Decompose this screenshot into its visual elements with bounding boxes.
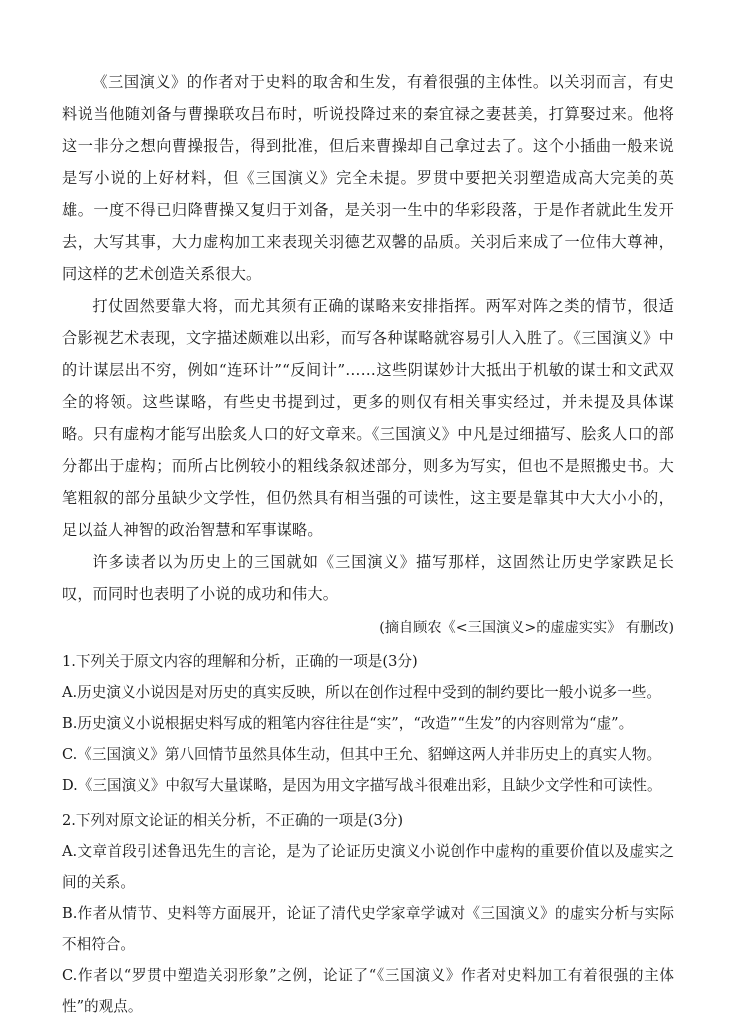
question-2-option-c: C.作者以“罗贯中塑造关羽形象”之例，论证了“《三国演义》作者对史料加工有着很强的主体性”的观点。 <box>62 967 674 1015</box>
question-1-option-b: B.历史演义小说根据史料写成的粗笔内容往往是“实”，“改造”“生发”的内容则常为“虚”。 <box>62 715 634 732</box>
question-1-option-d: D.《三国演义》中叙写大量谋略，是因为用文字描写战斗很难出彩，且缺少文学性和可读性。 <box>62 777 662 794</box>
question-1-option-a: A.历史演义小说因是对历史的真实反映，所以在创作过程中受到的制约要比一般小说多一些。 <box>62 684 661 701</box>
question-1-stem: 1.下列关于原文内容的理解和分析，正确的一项是(3分) <box>62 653 418 670</box>
question-2-option-a: A.文章首段引述鲁迅先生的言论，是为了论证历史演义小说创作中虚构的重要价值以及虚实之间的关系。 <box>62 843 674 891</box>
article-paragraph-3: 许多读者以为历史上的三国就如《三国演义》描写那样，这固然让历史学家跌足长叹，而同时也表明了小说的成功和伟大。 <box>62 553 674 603</box>
article-source: (摘自顾农《<三国演义>的虚虚实实》 有删改) <box>379 620 674 636</box>
question-2-stem: 2.下列对原文论证的相关分析，不正确的一项是(3分) <box>62 812 404 829</box>
question-2-option-b: B.作者从情节、史料等方面展开，论证了清代史学家章学诚对《三国演义》的虚实分析与实际不相符合。 <box>62 905 674 953</box>
article-paragraph-2: 打仗固然要靠大将，而尤其须有正确的谋略来安排指挥。两军对阵之类的情节，很适合影视艺术表现，文字描述颇难以出彩，而写各种谋略就容易引人入胜了。《三国演义》中的计谋层出不穷，例如“连环计”“反间计”……这些阴谋妙计大抵出于机敏的谋士和文武双全的将领。这些谋略，有些史书提到过，更多的则仅有相关事实经过，并未提及具体谋略。只有虚构才能写出脍炙人口的好文章来。《三国演义》中凡是过细描写、脍炙人口的部分都出于虚构；而所占比例较小的粗线条叙述部分，则多为写实，但也不是照搬史书。大笔粗叙的部分虽缺少文学性，但仍然具有相当强的可读性，这主要是靠其中大大小小的，足以益人神智的政治智慧和军事谋略。 <box>62 297 674 539</box>
question-1-option-c: C.《三国演义》第八回情节虽然具体生动，但其中王允、貂蝉这两人并非历史上的真实人物。 <box>62 746 662 763</box>
article-paragraph-1: 《三国演义》的作者对于史料的取舍和生发，有着很强的主体性。以关羽而言，有史料说当他随刘备与曹操联攻吕布时，听说投降过来的秦宜禄之妻甚美，打算娶过来。他将这一非分之想向曹操报告，得到批准，但后来曹操却自己拿过去了。这个小插曲一般来说是写小说的上好材料，但《三国演义》完全未提。罗贯中要把关羽塑造成高大完美的英雄。一度不得已归降曹操又复归于刘备，是关羽一生中的华彩段落，于是作者就此生发开去，大写其事，大力虚构加工来表现关羽德艺双馨的品质。关羽后来成了一位伟大尊神，同这样的艺术创造关系很大。 <box>62 73 674 283</box>
document-page <box>62 66 674 1022</box>
